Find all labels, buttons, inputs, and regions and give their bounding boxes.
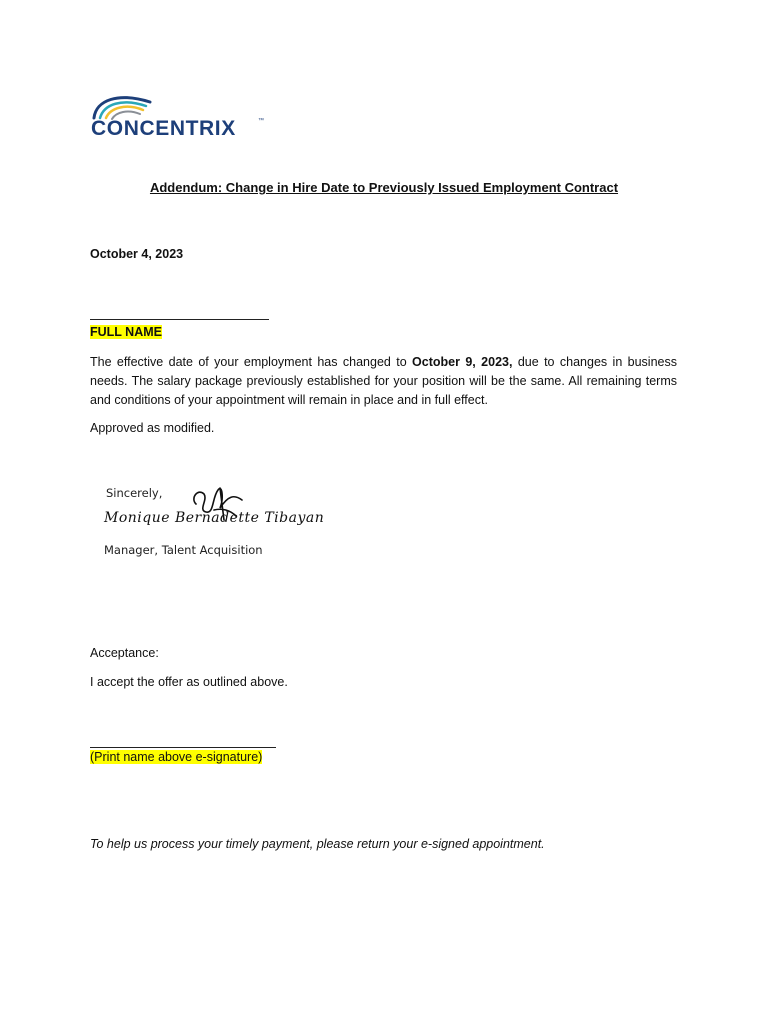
signature-role: Manager, Talent Acquisition	[104, 543, 263, 557]
print-name-highlight: (Print name above e-signature)	[90, 750, 263, 764]
footer-note: To help us process your timely payment, please return your e-signed appointment.	[90, 837, 545, 851]
full-name-highlight: FULL NAME	[90, 325, 162, 339]
recipient-full-name	[90, 325, 162, 339]
logo-wordmark: CONCENTRIX	[91, 117, 236, 140]
recipient-name-line	[90, 319, 269, 320]
document-date: October 4, 2023	[90, 247, 184, 261]
signature-closing: Sincerely,	[106, 486, 163, 500]
approved-note: Approved as modified.	[90, 421, 215, 435]
body-text-part1: The effective date of your employment has changed to	[90, 355, 413, 369]
body-text-part2: due to changes in business needs. The salary package previously established for your position will be the same. All remaining terms and conditions of your appointment will remain in place and in full effect.	[90, 355, 677, 407]
effective-date: October 9, 2023,	[412, 355, 513, 369]
document-title: Addendum: Change in Hire Date to Previously Issued Employment Contract	[149, 180, 619, 195]
acceptance-heading: Acceptance:	[90, 646, 159, 660]
concentrix-logo	[88, 88, 278, 140]
e-signature-line	[90, 747, 276, 748]
acceptance-statement: I accept the offer as outlined above.	[90, 675, 288, 689]
logo-trademark: ™	[258, 118, 264, 124]
print-name-instruction	[90, 750, 262, 764]
body-paragraph	[90, 353, 677, 410]
signature-block	[100, 478, 330, 568]
signature-name: Monique Bernadette Tibayan	[104, 510, 325, 526]
